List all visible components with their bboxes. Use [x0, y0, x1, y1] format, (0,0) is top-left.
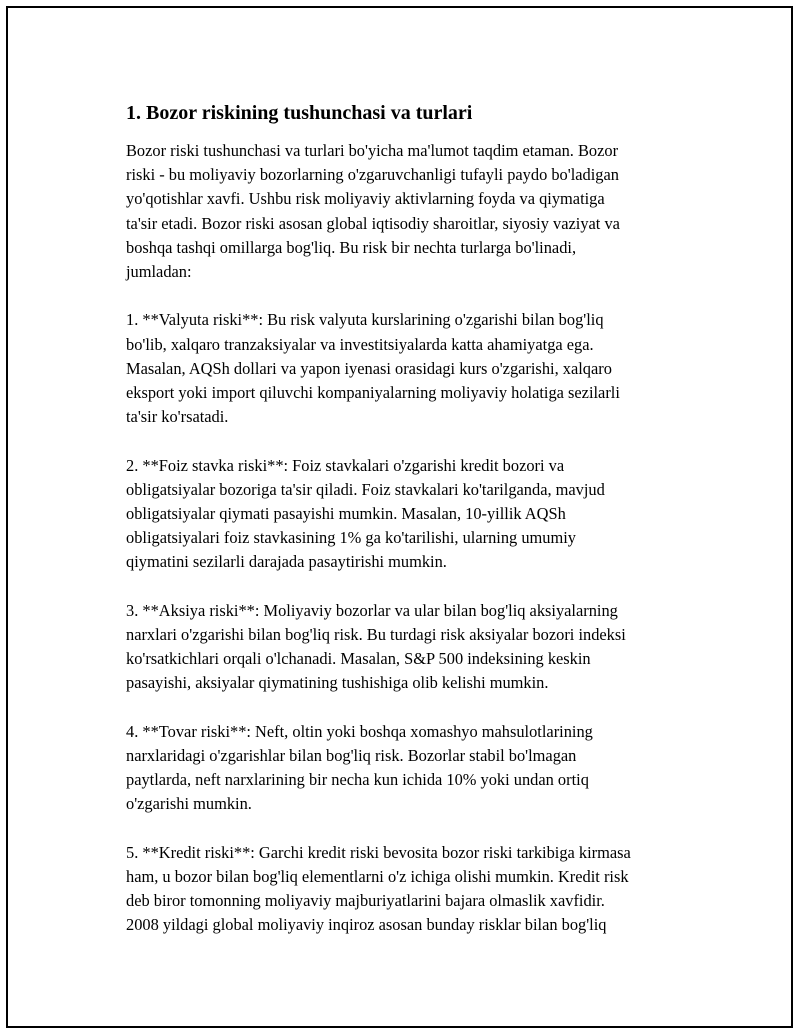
text-line: pasayishi, aksiyalar qiymatining tushishiga olib kelishi mumkin.: [126, 673, 549, 693]
text-line: Bozor riski tushunchasi va turlari bo'yicha ma'lumot taqdim etaman. Bozor: [126, 141, 619, 160]
interest-rate-risk-paragraph: [126, 454, 700, 575]
text-line: narxlaridagi o'zgarishlar bilan bog'liq risk. Bozorlar stabil bo'lmagan: [126, 746, 577, 766]
text-line: 1. **Valyuta riski**: Bu risk valyuta kurslarining o'zgarishi bilan bog'liq: [126, 310, 604, 330]
page-frame: [6, 6, 793, 1028]
text-line: o'zgarishi mumkin.: [126, 794, 252, 814]
text-line: ta'sir ko'rsatadi.: [126, 407, 229, 427]
credit-risk-paragraph: [126, 841, 700, 938]
text-line: qiymatini sezilarli darajada pasaytirishi mumkin.: [126, 552, 447, 572]
text-line: ta'sir etadi. Bozor riski asosan global iqtisodiy sharoitlar, siyosiy vaziyat va: [126, 213, 620, 233]
text-line: paytlarda, neft narxlarining bir necha kun ichida 10% yoki undan ortiq: [126, 770, 589, 790]
text-line: boshqa tashqi omillarga bog'liq. Bu risk bir nechta turlarga bo'linadi,: [126, 237, 577, 257]
text-line: 3. **Aksiya riski**: Moliyaviy bozorlar va ular bilan bog'liq aksiyalarning: [126, 600, 618, 620]
text-line: obligatsiyalar bozoriga ta'sir qiladi. Foiz stavkalari ko'tarilganda, mavjud: [126, 479, 605, 499]
text-line: yo'qotishlar xavfi. Ushbu risk moliyaviy aktivlarning foyda va qiymatiga: [126, 189, 605, 209]
text-line: riski - bu moliyaviy bozorlarning o'zgaruvchanligi tufayli paydo bo'ladigan: [126, 165, 619, 185]
currency-risk-paragraph: [126, 308, 700, 429]
equity-risk-paragraph: [126, 599, 700, 696]
text-line: narxlari o'zgarishi bilan bog'liq risk. Bu turdagi risk aksiyalar bozori indeksi: [126, 625, 626, 645]
commodity-risk-paragraph: [126, 720, 700, 817]
text-line: bo'lib, xalqaro tranzaksiyalar va investitsiyalarda katta ahamiyatga ega.: [126, 334, 594, 354]
text-line: obligatsiyalari foiz stavkasining 1% ga ko'tarilishi, ularning umumiy: [126, 528, 576, 548]
text-line: 5. **Kredit riski**: Garchi kredit riski bevosita bozor riski tarkibiga kirmasa: [126, 842, 631, 862]
text-line: eksport yoki import qiluvchi kompaniyalarning moliyaviy holatiga sezilarli: [126, 383, 620, 403]
text-line: ko'rsatkichlari orqali o'lchanadi. Masalan, S&P 500 indeksining keskin: [126, 649, 591, 669]
text-line: 2008 yildagi global moliyaviy inqiroz asosan bunday risklar bilan bog'liq: [126, 915, 607, 935]
text-line: ham, u bozor bilan bog'liq elementlarni o'z ichiga olishi mumkin. Kredit risk: [126, 867, 629, 887]
document-title: 1. Bozor riskining tushunchasi va turlari: [126, 102, 473, 124]
text-line: 4. **Tovar riski**: Neft, oltin yoki boshqa xomashyo mahsulotlarining: [126, 721, 593, 741]
text-line: deb biror tomonning moliyaviy majburiyatlarini bajara olmaslik xavfidir.: [126, 891, 605, 911]
text-line: 2. **Foiz stavka riski**: Foiz stavkalari o'zgarishi kredit bozori va: [126, 455, 565, 475]
document-content: [126, 101, 700, 962]
text-line: Masalan, AQSh dollari va yapon iyenasi orasidagi kurs o'zgarishi, xalqaro: [126, 358, 612, 378]
text-line: obligatsiyalar qiymati pasayishi mumkin. Masalan, 10-yillik AQSh: [126, 504, 566, 524]
intro-paragraph: [126, 139, 700, 284]
text-line: jumladan:: [126, 262, 192, 282]
